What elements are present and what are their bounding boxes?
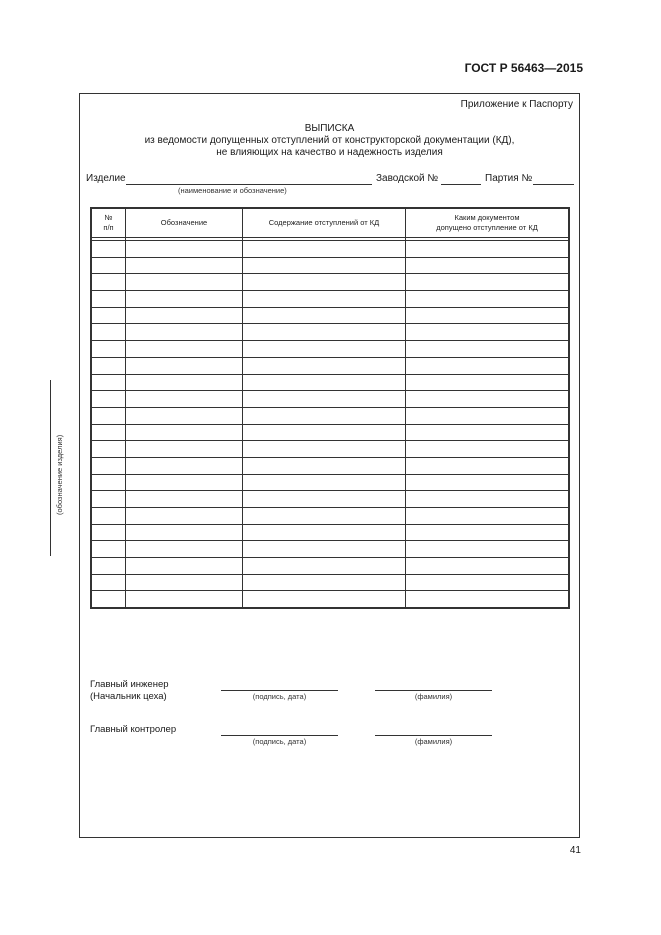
- table-cell[interactable]: [126, 307, 243, 324]
- table-row: [92, 307, 569, 324]
- page-number: 41: [569, 845, 581, 856]
- table-row: [92, 357, 569, 374]
- table-cell[interactable]: [92, 541, 126, 558]
- table-cell[interactable]: [92, 457, 126, 474]
- table-cell[interactable]: [92, 341, 126, 358]
- chief-controller-role: Главный контролер: [90, 724, 177, 735]
- chief-engineer-sign-caption: (подпись, дата): [252, 692, 307, 701]
- table-cell[interactable]: [406, 474, 569, 491]
- table-cell[interactable]: [92, 441, 126, 458]
- table-row: [92, 541, 569, 558]
- table-cell[interactable]: [243, 524, 406, 541]
- table-cell[interactable]: [126, 391, 243, 408]
- table-cell[interactable]: [92, 391, 126, 408]
- title-line-3: не влияющих на качество и надежность изделия: [216, 147, 443, 158]
- table-row: [92, 457, 569, 474]
- table-cell[interactable]: [92, 491, 126, 508]
- table-cell[interactable]: [406, 558, 569, 575]
- table-cell[interactable]: [92, 474, 126, 491]
- table-row: [92, 274, 569, 291]
- table-cell[interactable]: [406, 524, 569, 541]
- table-cell[interactable]: [92, 307, 126, 324]
- table-cell[interactable]: [126, 574, 243, 591]
- form-title: [80, 123, 579, 159]
- table-cell[interactable]: [406, 307, 569, 324]
- product-field[interactable]: [126, 184, 372, 185]
- table-cell[interactable]: [92, 291, 126, 308]
- table-cell[interactable]: [126, 558, 243, 575]
- table-cell[interactable]: [406, 341, 569, 358]
- chief-controller-name-field[interactable]: [375, 735, 492, 736]
- table-cell[interactable]: [92, 424, 126, 441]
- table-cell[interactable]: [243, 307, 406, 324]
- table-cell[interactable]: [92, 357, 126, 374]
- col-header-designation: [126, 209, 243, 238]
- product-caption: (наименование и обозначение): [178, 186, 287, 195]
- margin-caption-wrap: [55, 434, 65, 525]
- table-row: [92, 257, 569, 274]
- table-cell[interactable]: [126, 591, 243, 608]
- table-cell[interactable]: [126, 291, 243, 308]
- table-cell[interactable]: [126, 541, 243, 558]
- product-label: Изделие: [86, 173, 126, 184]
- chief-engineer-name-field[interactable]: [375, 690, 492, 691]
- table-cell[interactable]: [126, 474, 243, 491]
- table-cell[interactable]: [126, 274, 243, 291]
- title-main: ВЫПИСКА: [304, 123, 355, 134]
- table-row: [92, 508, 569, 525]
- table-cell[interactable]: [243, 291, 406, 308]
- table-cell[interactable]: [243, 441, 406, 458]
- table-cell[interactable]: [406, 591, 569, 608]
- table-cell[interactable]: [243, 457, 406, 474]
- batch-field[interactable]: [533, 184, 574, 185]
- table-cell[interactable]: [243, 558, 406, 575]
- table-cell[interactable]: [243, 508, 406, 525]
- table-cell[interactable]: [406, 257, 569, 274]
- table-row: [92, 374, 569, 391]
- table-cell[interactable]: [243, 424, 406, 441]
- chief-engineer-role: Главный инженер: [90, 679, 169, 690]
- table-cell[interactable]: [92, 257, 126, 274]
- table-row: [92, 241, 569, 258]
- table-cell[interactable]: [406, 391, 569, 408]
- table-cell[interactable]: [92, 558, 126, 575]
- table-cell[interactable]: [126, 341, 243, 358]
- table-row: [92, 491, 569, 508]
- table-cell[interactable]: [243, 391, 406, 408]
- table-cell[interactable]: [92, 407, 126, 424]
- margin-line: [50, 380, 51, 556]
- table-cell[interactable]: [243, 241, 406, 258]
- chief-controller-name-caption: (фамилия): [414, 737, 453, 746]
- chief-controller-sign-caption: (подпись, дата): [252, 737, 307, 746]
- chief-engineer-sign-field[interactable]: [221, 690, 338, 691]
- table-header-row: [92, 209, 569, 238]
- table-cell[interactable]: [243, 591, 406, 608]
- table-row: [92, 391, 569, 408]
- table-cell[interactable]: [243, 274, 406, 291]
- table-cell[interactable]: [406, 574, 569, 591]
- table-cell[interactable]: [126, 457, 243, 474]
- table-cell[interactable]: [126, 407, 243, 424]
- table-cell[interactable]: [406, 407, 569, 424]
- chief-engineer-label: [90, 679, 169, 703]
- table-cell[interactable]: [243, 374, 406, 391]
- table-cell[interactable]: [243, 407, 406, 424]
- col-header-number-text: № п/п: [103, 213, 114, 232]
- standard-code: ГОСТ Р 56463—2015: [464, 61, 583, 75]
- table-cell[interactable]: [243, 574, 406, 591]
- serial-field[interactable]: [441, 184, 481, 185]
- table-cell[interactable]: [406, 324, 569, 341]
- margin-caption: (обозначение изделия): [55, 434, 64, 515]
- table-row: [92, 341, 569, 358]
- table-row: [92, 524, 569, 541]
- table-cell[interactable]: [406, 291, 569, 308]
- table-row: [92, 574, 569, 591]
- form-frame: [79, 93, 580, 838]
- table-cell[interactable]: [243, 324, 406, 341]
- table-cell[interactable]: [406, 541, 569, 558]
- table-cell[interactable]: [126, 424, 243, 441]
- chief-controller-sign-field[interactable]: [221, 735, 338, 736]
- table-cell[interactable]: [126, 257, 243, 274]
- table-cell[interactable]: [92, 241, 126, 258]
- table-cell[interactable]: [406, 508, 569, 525]
- table-row: [92, 291, 569, 308]
- table-cell[interactable]: [406, 274, 569, 291]
- chief-engineer-role-alt: (Начальник цеха): [90, 691, 167, 702]
- table-cell[interactable]: [126, 241, 243, 258]
- table-cell[interactable]: [406, 424, 569, 441]
- chief-controller-label: [90, 724, 176, 736]
- table-row: [92, 324, 569, 341]
- table-cell[interactable]: [243, 474, 406, 491]
- table-cell[interactable]: [243, 357, 406, 374]
- title-line-2: из ведомости допущенных отступлений от конструкторской документации (КД),: [144, 135, 515, 146]
- chief-engineer-name-caption: (фамилия): [414, 692, 453, 701]
- table-cell[interactable]: [92, 274, 126, 291]
- table-row: [92, 424, 569, 441]
- col-header-number: [92, 209, 126, 238]
- col-header-content-text: Содержание отступлений от КД: [268, 218, 380, 227]
- table-cell[interactable]: [406, 241, 569, 258]
- table-cell[interactable]: [243, 257, 406, 274]
- product-row: [86, 173, 574, 187]
- table-cell[interactable]: [92, 524, 126, 541]
- table-cell[interactable]: [126, 441, 243, 458]
- table-cell[interactable]: [406, 357, 569, 374]
- table-cell[interactable]: [126, 491, 243, 508]
- col-header-designation-text: Обозначение: [160, 218, 208, 227]
- col-header-document: [406, 209, 569, 238]
- table-cell[interactable]: [406, 457, 569, 474]
- table-row: [92, 591, 569, 608]
- table-cell[interactable]: [126, 508, 243, 525]
- table-cell[interactable]: [92, 508, 126, 525]
- table-cell[interactable]: [406, 491, 569, 508]
- deviations-table: [90, 207, 570, 609]
- col-header-content: [243, 209, 406, 238]
- table-cell[interactable]: [243, 341, 406, 358]
- table-cell[interactable]: [92, 591, 126, 608]
- serial-label: Заводской №: [376, 173, 439, 184]
- table-cell[interactable]: [126, 324, 243, 341]
- table-cell[interactable]: [92, 374, 126, 391]
- table-body: [92, 241, 569, 608]
- table-cell[interactable]: [92, 324, 126, 341]
- appendix-label: Приложение к Паспорту: [460, 99, 573, 110]
- table-cell[interactable]: [243, 491, 406, 508]
- table-cell[interactable]: [92, 574, 126, 591]
- table-cell[interactable]: [126, 357, 243, 374]
- batch-label: Партия №: [485, 173, 533, 184]
- table-row: [92, 407, 569, 424]
- table-cell[interactable]: [243, 541, 406, 558]
- table-row: [92, 558, 569, 575]
- table-row: [92, 474, 569, 491]
- table-cell[interactable]: [406, 441, 569, 458]
- table-cell[interactable]: [126, 524, 243, 541]
- table-cell[interactable]: [406, 374, 569, 391]
- table-row: [92, 441, 569, 458]
- table-cell[interactable]: [126, 374, 243, 391]
- col-header-document-text: Каким документом допущено отступление от КД: [436, 213, 538, 232]
